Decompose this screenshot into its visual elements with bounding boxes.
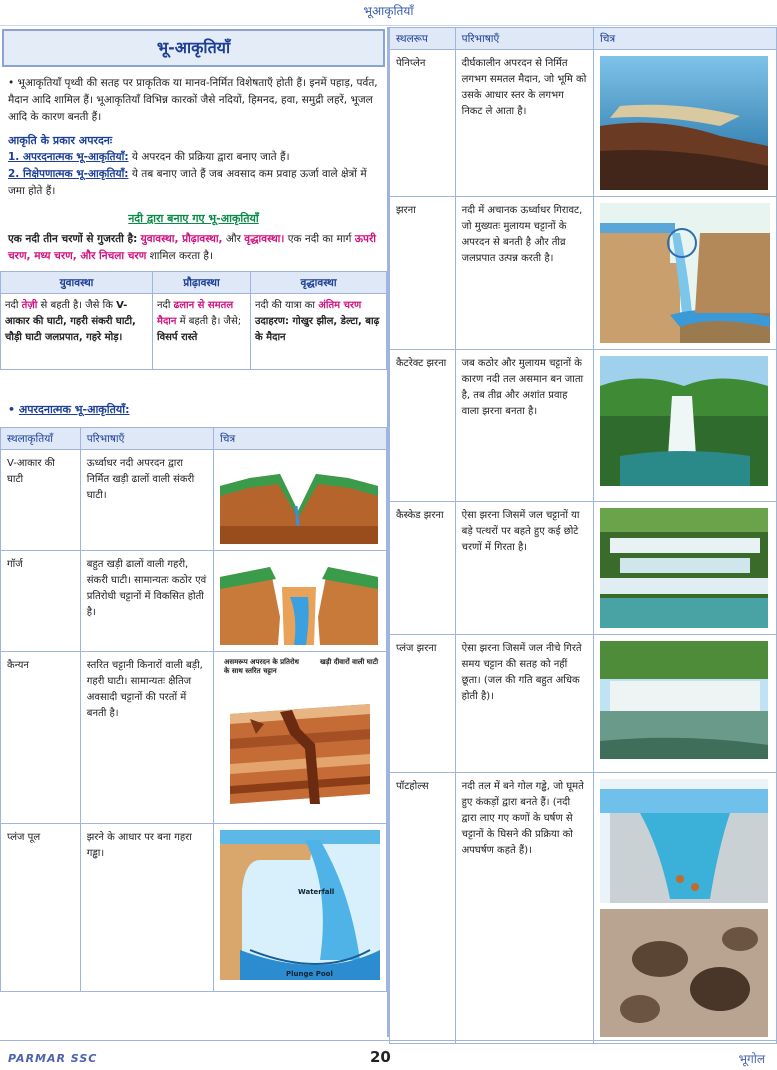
- rt-row-def: दीर्घकालीन अपरदन से निर्मित लगभग समतल मैदान, जो भूमि को उसके आधार स्तर के लगभग निकट ले आता है।: [455, 50, 593, 197]
- landform-table: [389, 27, 777, 1044]
- stage-old: वृद्धावस्था।: [244, 233, 285, 245]
- youth-c: से बहती है। जैसे कि: [40, 300, 113, 311]
- plunge-pool-illustration: [214, 824, 387, 992]
- brand-name: PARMAR SSC: [8, 1052, 98, 1065]
- page-header: [0, 0, 777, 26]
- intro-block: [0, 67, 387, 265]
- ero-row-name: गॉर्ज: [1, 551, 81, 652]
- type1-label: 1. अपरदनात्मक भू-आकृतियाँ:: [8, 151, 129, 163]
- stage-mature-cell: [153, 294, 251, 370]
- rt-row-def: जब कठोर और मुलायम चट्टानों के कारण नदी तल असमान बन जाता है, तब तीव्र और अशांत प्रवाह वाला झरना बनता है।: [455, 350, 593, 502]
- ero-row-def: झरने के आधार पर बना गहरा गड्ढा।: [80, 824, 213, 992]
- canyon-illustration: [214, 652, 387, 824]
- rt-row-name: झरना: [390, 197, 456, 350]
- youth-d: V-आकार की घाटी, गहरी संकरी घाटी, चौड़ी घाटी जलप्रपात, गहरे मोड़।: [5, 300, 136, 343]
- course-names: ऊपरी चरण, मध्य चरण, और निचला चरण: [8, 233, 376, 262]
- ero-row-name: प्लंज पूल: [1, 824, 81, 992]
- erosional-heading: • अपरदनात्मक भू-आकृतियाँ:: [8, 403, 130, 416]
- ero-row-name: कैन्यन: [1, 652, 81, 824]
- canyon-label-walls: खड़ी दीवारों वाली घाटी: [320, 658, 379, 666]
- ero-header-pic: चित्र: [214, 428, 387, 450]
- old-c: उदाहरण: गोखुर झील, डेल्टा, बाढ़ के मैदान: [255, 316, 380, 343]
- river-intro-b: और: [225, 233, 241, 245]
- plunge-label-waterfall: Waterfall: [298, 888, 335, 896]
- stage-old-cell: [251, 294, 387, 370]
- pothole-photo: [600, 909, 768, 1037]
- ero-row-def: ऊर्ध्वाधर नदी अपरदन द्वारा निर्मित खड़ी ढालों वाली संकरी घाटी।: [80, 450, 213, 551]
- rt-header-def: परिभाषाएँ: [455, 28, 593, 50]
- ero-row-def: स्तरित चट्टानी किनारों वाली बड़ी, गहरी घाटी। सामान्यतः क्षैतिज अवसादी चट्टानों की परतों में बनती है।: [80, 652, 213, 824]
- rt-row-name: पेनिप्लेन: [390, 50, 456, 197]
- type2-text: ये तब बनाए जाते हैं जब अवसाद कम प्रवाह ऊर्जा वाले क्षेत्रों में जमा होते हैं।: [8, 168, 367, 197]
- rt-header-name: स्थलरूप: [390, 28, 456, 50]
- ero-row-def: बहुत खड़ी ढालों वाली गहरी, संकरी घाटी। सामान्यतः कठोर एवं प्रतिरोधी चट्टानों में विकसित होती है।: [80, 551, 213, 652]
- stage-names: युवावस्था, प्रौढ़ावस्था,: [140, 233, 223, 245]
- youth-a: नदी: [5, 300, 19, 311]
- river-intro-d: शामिल करता है।: [149, 250, 213, 262]
- plunge-label-pool: Plunge Pool: [286, 970, 333, 978]
- stage-youth-cell: [1, 294, 153, 370]
- page-footer: [0, 1048, 777, 1070]
- section-title: भू-आकृतियाँ: [2, 29, 385, 67]
- mature-d: विसर्प रास्ते: [157, 332, 198, 343]
- gorge-illustration: [214, 551, 387, 652]
- rt-row-name: प्लंज झरना: [390, 635, 456, 773]
- river-intro-a: एक नदी तीन चरणों से गुजरती है:: [8, 233, 138, 245]
- intro-paragraph: • भूआकृतियाँ पृथ्वी की सतह पर प्राकृतिक या मानव-निर्मित विशेषताएँ होती हैं। इनमें पहाड़, पर्वत, मैदान आदि शामिल हैं। भूआकृतियाँ विभिन्न कारकों जैसे नदियों, हिमनद, हवा, समुद्री लहरें, भूजल आदि के कारण बनती हैं।: [8, 77, 378, 123]
- ero-row-name: V-आकार की घाटी: [1, 450, 81, 551]
- canyon-label-layered: असमरूप अपरदन के प्रतिरोध के साथ स्तरित चट्टान: [224, 658, 299, 675]
- stage-header-old: वृद्धावस्था: [251, 272, 387, 294]
- intro-text: भूआकृतियाँ पृथ्वी की सतह पर प्राकृतिक या मानव-निर्मित विशेषताएँ होती हैं। इनमें पहाड़, पर्वत, मैदान आदि शामिल हैं। भूआकृतियाँ विभिन्न कारकों जैसे नदियों, हिमनद, हवा, समुद्री लहरें, भूजल आदि के कारण बनती हैं।: [8, 77, 378, 123]
- ero-header-name: स्थलाकृतियाँ: [1, 428, 81, 450]
- plunge-waterfall-photo: [594, 635, 777, 773]
- type2: [8, 166, 379, 200]
- waterfall-diagram: [594, 197, 777, 350]
- rt-row-name: कैस्केड झरना: [390, 502, 456, 635]
- page-number: 20: [370, 1048, 391, 1066]
- rt-row-def: नदी में अचानक ऊर्ध्वाधर गिरावट, जो मुख्यतः मुलायम चट्टानों के अपरदन से बनती है और तीव्र जलप्रपात उत्पन्न करती है।: [455, 197, 593, 350]
- river-intro: [8, 231, 379, 265]
- old-b: अंतिम चरण: [318, 300, 362, 311]
- cascade-photo: [594, 502, 777, 635]
- subject-name: भूगोल: [738, 1052, 765, 1066]
- erosional-table: [0, 427, 387, 992]
- mature-c: में बहती है। जैसे;: [179, 316, 242, 327]
- rt-row-def: नदी तल में बने गोल गड्ढे, जो घूमते हुए कंकड़ों द्वारा बनते हैं। (नदी द्वारा लाए गए कणों के घर्षण से चट्टानों के घिसने की प्रक्रिया को अपघर्षण कहते हैं)।: [455, 773, 593, 1044]
- potholes-illustrations: [594, 773, 777, 1044]
- stage-header-mature: प्रौढ़ावस्था: [153, 272, 251, 294]
- left-column: [0, 27, 389, 1037]
- types-heading: आकृति के प्रकार अपरदनः: [8, 134, 113, 147]
- youth-b: तेज़ी: [21, 300, 38, 311]
- pothole-diagram: [600, 779, 768, 903]
- ero-header-def: परिभाषाएँ: [80, 428, 213, 450]
- peneplain-photo: [594, 50, 777, 197]
- erosional-heading-text: अपरदनात्मक भू-आकृतियाँ:: [18, 403, 130, 416]
- rt-row-def: ऐसा झरना जिसमें जल नीचे गिरते समय चट्टान की सतह को नहीं छूता। (जल की गति बहुत अधिक होती है)।: [455, 635, 593, 773]
- river-intro-c: एक नदी का मार्ग: [287, 233, 352, 245]
- type1-text: ये अपरदन की प्रक्रिया द्वारा बनाए जाते हैं।: [131, 151, 290, 163]
- stages-table: [0, 271, 387, 370]
- type1: [8, 149, 379, 166]
- v-valley-illustration: [214, 450, 387, 551]
- old-a: नदी की यात्रा का: [255, 300, 316, 311]
- river-heading: नदी द्वारा बनाए गए भू-आकृतियाँ: [128, 212, 259, 225]
- cataract-photo: [594, 350, 777, 502]
- header-title: भूआकृतियाँ: [363, 4, 414, 18]
- mature-b: ढलान से समतल मैदान: [157, 300, 234, 327]
- rt-header-pic: चित्र: [594, 28, 777, 50]
- right-column: [389, 27, 777, 1037]
- rt-row-name: कैटरेक्ट झरना: [390, 350, 456, 502]
- type2-label: 2. निक्षेपणात्मक भू-आकृतियाँ:: [8, 168, 129, 180]
- stage-header-youth: युवावस्था: [1, 272, 153, 294]
- rt-row-name: पॉटहोल्स: [390, 773, 456, 1044]
- mature-a: नदी: [157, 300, 171, 311]
- rt-row-def: ऐसा झरना जिसमें जल चट्टानों या बड़े पत्थरों पर बहते हुए कई छोटे चरणों में गिरता है।: [455, 502, 593, 635]
